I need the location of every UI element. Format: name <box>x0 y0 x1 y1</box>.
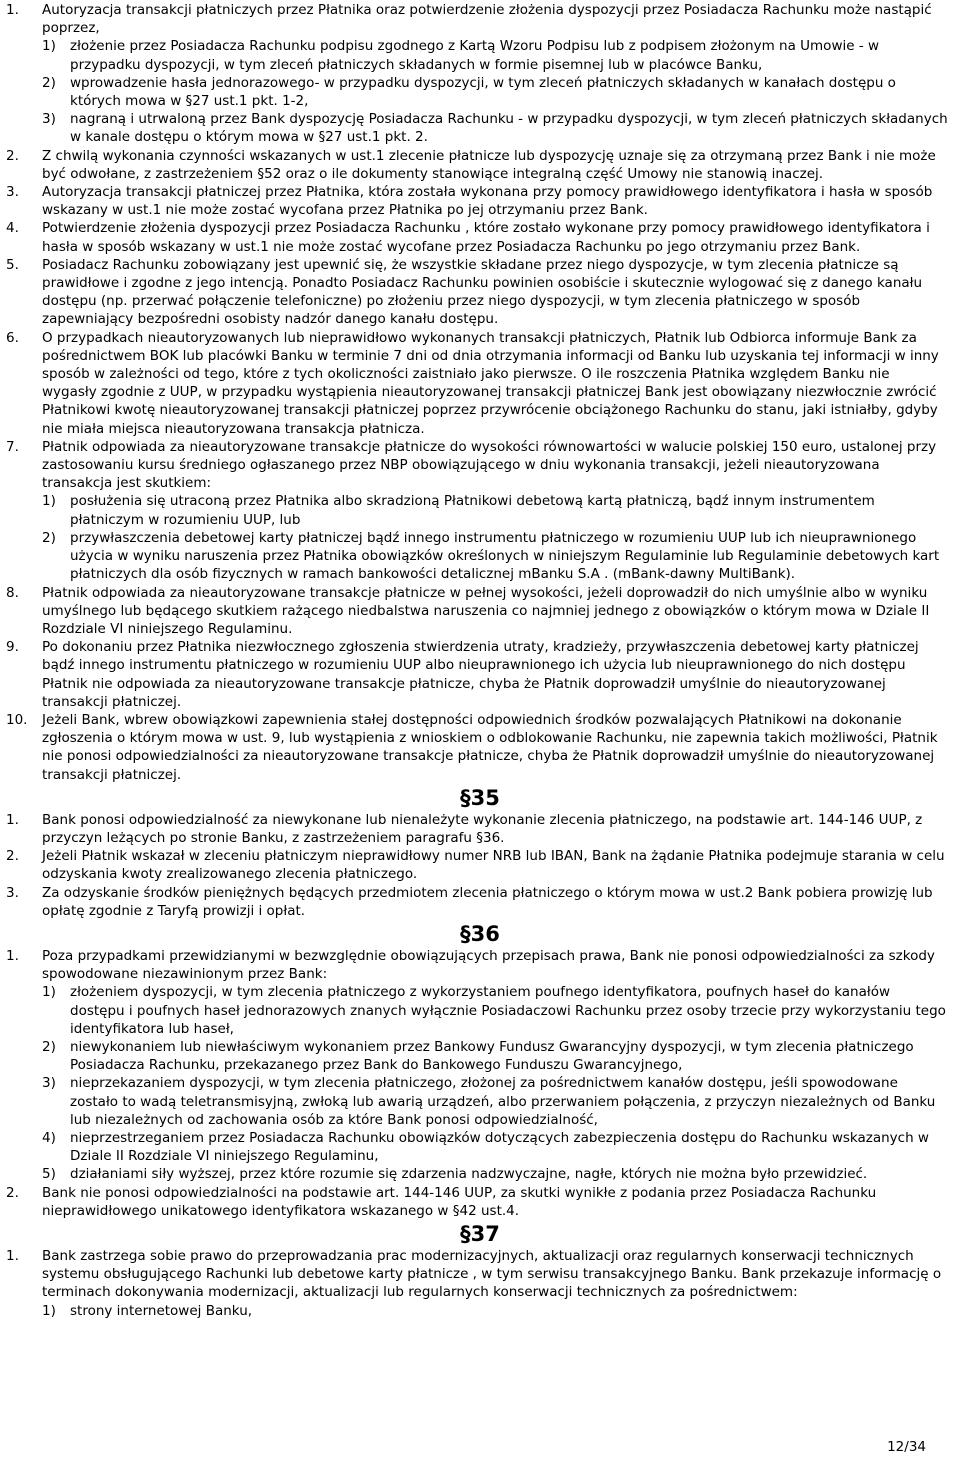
sub-point-number: 5) <box>42 1166 56 1183</box>
section-35-body <box>0 811 960 920</box>
sub-point-number: 4) <box>42 1129 56 1146</box>
paragraph-number: 7. <box>6 438 19 455</box>
paragraph-item <box>0 947 960 1184</box>
paragraph-text: Poza przypadkami przewidzianymi w bezwzględnie obowiązujących przepisach prawa, Bank nie ponosi odpowiedzialności za szkody spowodowane niezawinionym przez Bank: <box>42 947 935 983</box>
paragraph-number: 1. <box>6 811 19 828</box>
paragraph-number: 2. <box>6 147 19 164</box>
sub-point-text: strony internetowej Banku, <box>70 1302 253 1319</box>
paragraph-text: Bank ponosi odpowiedzialność za niewykonane lub nienależyte wykonanie zlecenia płatniczego, na podstawie art. 144-146 UUP, z przyczyn leżących po stronie Banku, z zastrzeżeniem paragrafu §36. <box>42 811 923 846</box>
paragraph-text: Z chwilą wykonania czynności wskazanych w ust.1 zlecenie płatnicze lub dyspozycję uznaje się za otrzymaną przez Bank i nie może być odwołane, z zastrzeżeniem §52 oraz o ile dokumenty stanowiące integralną część Umowy nie stanowią inaczej. <box>42 147 936 182</box>
section-37-body <box>0 1247 960 1320</box>
paragraph-text: Autoryzacja transakcji płatniczych przez Płatnika oraz potwierdzenie złożenia dyspozycji przez Posiadacza Rachunku może nastąpić poprzez, <box>42 2 932 37</box>
paragraph-text: Płatnik odpowiada za nieautoryzowane transakcje płatnicze w pełnej wysokości, jeżeli doprowadził do nich umyślnie albo w wyniku umyślnego lub będącego skutkiem rażącego niedbalstwa naruszenia co najmniej jednego z obowiązków o którym mowa w Dziale II Rozdziale VI niniejszego Regulaminu. <box>42 584 930 637</box>
page-number: 12/34 <box>887 1439 926 1455</box>
sub-point-number: 3) <box>42 111 56 128</box>
paragraph-item <box>0 711 960 784</box>
sub-point <box>42 1165 948 1183</box>
paragraph-number: 6. <box>6 329 19 346</box>
sub-point <box>42 1074 948 1129</box>
paragraph-item <box>0 183 960 219</box>
sub-point <box>42 1038 948 1074</box>
paragraph-text: Bank nie ponosi odpowiedzialności na podstawie art. 144-146 UUP, za skutki wynikłe z podania przez Posiadacza Rachunku nieprawidłowego unikatowego identyfikatora wskazanego w §42 ust.4. <box>42 1184 877 1219</box>
sub-point-text: przywłaszczenia debetowej karty płatniczej bądź innego instrumentu płatniczego w rozumieniu UUP lub ich nieuprawnionego użycia w wyniku naruszenia przez Płatnika obowiązków określonych w niniejszym Regulaminie lub Regulaminie debetowych kart płatniczych dla osób fizycznych w ramach bankowości detalicznej mBanku S.A . (mBank-dawny MultiBank). <box>70 529 940 583</box>
section-37-heading <box>0 1221 960 1247</box>
sub-point <box>42 1302 948 1320</box>
sub-point-text: posłużenia się utraconą przez Płatnika albo skradzioną Płatnikowi debetową kartą płatniczą, bądź innym instrumentem płatniczym w rozumieniu UUP, lub <box>70 493 875 528</box>
paragraph-item <box>0 811 960 847</box>
sub-point <box>42 110 948 146</box>
section-sign: § <box>460 921 471 946</box>
sub-point-number: 1) <box>42 984 56 1001</box>
paragraph-item <box>0 329 960 438</box>
paragraph-item <box>0 884 960 920</box>
paragraph-text: O przypadkach nieautoryzowanych lub nieprawidłowo wykonanych transakcji płatniczych, Płatnik lub Odbiorca informuje Bank za pośrednictwem BOK lub placówki Banku w terminie 7 dni od dnia otrzymania informacji od Banku lub uzyskania tej informacji w inny sposób w zależności od tego, które z tych okoliczności zaistniało jako pierwsze. O ile roszczenia Płatnika względem Banku nie wygasły zgodnie z UUP, w przypadku wystąpienia nieautoryzowanej transakcji płatniczej Bank jest obowiązany niezwłocznie zwrócić Płatnikowi kwotę nieautoryzowanej transakcji płatniczej poprzez przywrócenie obciążonego Rachunku do stanu, jaki istniałby, gdyby nie miała miejsca nieautoryzowana transakcja płatnicza. <box>42 329 939 437</box>
section-number: 37 <box>470 1222 500 1246</box>
paragraph-text: Za odzyskanie środków pieniężnych będących przedmiotem zlecenia płatniczego o którym mowa w ust.2 Bank pobiera prowizję lub opłatę zgodnie z Taryfą prowizji i opłat. <box>42 884 933 919</box>
paragraph-number: 2. <box>6 848 19 865</box>
paragraph-number: 4. <box>6 220 19 237</box>
paragraph-text: Posiadacz Rachunku zobowiązany jest upewnić się, że wszystkie składane przez niego dyspozycje, w tym zlecenia płatnicze są prawidłowe i zgodne z jego intencją. Ponadto Posiadacz Rachunku powinien osobiście i skutecznie wylogować się z danego kanału dostępu (np. przerwać połączenie telefoniczne) po złożeniu przez niego dyspozycji, w tym zlecenia płatniczego w sposób zapewniający bezpośredni osobisty nadzór danego kanału dostępu. <box>42 256 923 328</box>
paragraph-number: 1. <box>6 947 19 964</box>
paragraph-text: Jeżeli Płatnik wskazał w zleceniu płatniczym nieprawidłowy numer NRB lub IBAN, Bank na żądanie Płatnika podejmuje starania w celu odzyskania kwoty zrealizowanego zlecenia płatniczego. <box>42 848 945 883</box>
sub-point-number: 2) <box>42 74 56 91</box>
sub-point <box>42 529 948 584</box>
section-sign: § <box>460 785 471 810</box>
paragraph-number: 2. <box>6 1184 19 1201</box>
paragraph-text: Potwierdzenie złożenia dyspozycji przez Posiadacza Rachunku , które zostało wykonane przy pomocy prawidłowego identyfikatora i hasła w sposób wskazany w ust.1 nie może zostać wycofane przez Posiadacza Rachunku po jego otrzymaniu przez Bank. <box>42 220 930 255</box>
paragraph-item <box>0 219 960 255</box>
sub-point-text: niewykonaniem lub niewłaściwym wykonaniem przez Bankowy Fundusz Gwarancyjny dyspozycji, w tym zlecenia płatniczego Posiadacza Rachunku, przekazanego przez Bank do Bankowego Funduszu Gwarancyjnego, <box>70 1038 914 1074</box>
paragraph-text: Autoryzacja transakcji płatniczej przez Płatnika, która została wykonana przy pomocy prawidłowego identyfikatora i hasła w sposób wskazany w ust.1 nie może zostać wycofana przez Płatnika po jej otrzymaniu przez Bank. <box>42 184 933 219</box>
sub-point-number: 1) <box>42 38 56 55</box>
paragraph-item <box>0 438 960 584</box>
paragraph-text: Jeżeli Bank, wbrew obowiązkowi zapewnienia stałej dostępności odpowiednich środków pozwalających Płatnikowi na dokonanie zgłoszenia o którym mowa w ust. 9, lub wystąpienia z wnioskiem o odblokowanie Rachunku, nie zapewnia takich możliwości, Płatnik nie ponosi odpowiedzialności za nieautoryzowane transakcje płatnicze, chyba że Płatnik doprowadził umyślnie do nieautoryzowanej transakcji płatniczej. <box>42 711 938 783</box>
paragraph-number: 1. <box>6 1248 19 1264</box>
paragraph-item <box>0 847 960 883</box>
section-number: 36 <box>470 921 500 946</box>
sub-point-text: złożenie przez Posiadacza Rachunku podpisu zgodnego z Kartą Wzoru Podpisu lub z podpisem złożonym na Umowie - w przypadku dyspozycji, w tym zleceń płatniczych składanych w formie pisemnej lub w placówce Banku, <box>70 38 880 73</box>
paragraph-text: Bank zastrzega sobie prawo do przeprowadzania prac modernizacyjnych, aktualizacji oraz regularnych konserwacji technicznych systemu obsługującego Rachunki lub debetowe karty płatnicze , w tym serwisu transakcyjnego Banku. Bank przekazuje informację o terminach dokonywania modernizacji, aktualizacji lub regularnych konserwacji technicznych za pośrednictwem: <box>42 1248 942 1301</box>
section-36-heading <box>0 921 960 947</box>
paragraph-number: 8. <box>6 584 19 601</box>
sub-point-text: działaniami siły wyższej, przez które rozumie się zdarzenia nadzwyczajne, nagłe, których nie można było przewidzieć. <box>70 1166 868 1183</box>
sub-point-text: nieprzestrzeganiem przez Posiadacza Rachunku obowiązków dotyczących zabezpieczenia dostępu do Rachunku wskazanych w Dziale II Rozdziale VI niniejszego Regulaminu, <box>70 1129 929 1165</box>
section-number: 35 <box>470 785 500 810</box>
sub-point-number: 1) <box>42 493 56 510</box>
paragraph-item <box>0 584 960 639</box>
sub-point-text: nagraną i utrwaloną przez Bank dyspozycję Posiadacza Rachunku - w przypadku dyspozycji, w tym zleceń płatniczych składanych w kanale dostępu o którym mowa w §27 ust.1 pkt. 2. <box>70 111 948 146</box>
sub-point <box>42 983 948 1038</box>
paragraph-text: Po dokonaniu przez Płatnika niezwłocznego zgłoszenia stwierdzenia utraty, kradzieży, przywłaszczenia debetowej karty płatniczej bądź innego instrumentu płatniczego w rozumieniu UUP albo nieuprawnionego ich użycia lub nieuprawnionego do nich dostępu Płatnik nie odpowiada za nieautoryzowane transakcje płatnicze, chyba że Płatnik doprowadził umyślnie do nieautoryzowanej transakcji płatniczej. <box>42 639 919 710</box>
sub-point <box>42 492 948 528</box>
paragraph-item <box>0 1184 960 1220</box>
paragraph-item <box>0 638 960 711</box>
sub-point-number: 2) <box>42 529 56 546</box>
sub-point-text: wprowadzenie hasła jednorazowego- w przypadku dyspozycji, w tym zleceń płatniczych składanych w kanałach dostępu o których mowa w §27 ust.1 pkt. 1-2, <box>70 74 896 110</box>
section-35-heading <box>0 785 960 811</box>
sub-point-number: 2) <box>42 1038 56 1055</box>
paragraph-number: 5. <box>6 256 19 273</box>
sub-point-text: złożeniem dyspozycji, w tym zlecenia płatniczego z wykorzystaniem poufnego identyfikatora, poufnych haseł do kanałów dostępu i poufnych haseł jednorazowych znanych wyłącznie Posiadaczowi Rachunku przez osoby trzecie przy wykorzystaniu tego identyfikatora lub haseł, <box>70 984 946 1037</box>
paragraph-number: 1. <box>6 2 19 18</box>
sub-point-number: 3) <box>42 1075 56 1092</box>
sub-point-text: nieprzekazaniem dyspozycji, w tym zlecenia płatniczego, złożonej za pośrednictwem kanałów dostępu, jeśli spowodowane zostało to wadą teletransmisyjną, zwłoką lub awarią urządzeń, albo przerwaniem połączenia, z przyczyn niezależnych od Banku lub niezależnych od zachowania osób za które Bank ponosi odpowiedzialność, <box>70 1075 936 1128</box>
paragraph-number: 3. <box>6 184 19 201</box>
paragraph-text: Płatnik odpowiada za nieautoryzowane transakcje płatnicze do wysokości równowartości w walucie polskiej 150 euro, ustalonej przy zastosowaniu kursu średniego ogłaszanego przez NBP obowiązującego w dniu wykonania transakcji, jeżeli nieautoryzowana transakcja jest skutkiem: <box>42 438 937 492</box>
paragraph-number: 9. <box>6 639 19 656</box>
sub-point <box>42 37 948 73</box>
paragraph-item <box>0 147 960 183</box>
paragraph-item <box>0 256 960 329</box>
paragraph-item <box>0 1247 960 1320</box>
paragraph-item <box>0 1 960 147</box>
sub-point-number: 1) <box>42 1302 56 1319</box>
paragraph-number: 3. <box>6 884 19 901</box>
sub-point <box>42 74 948 110</box>
sub-point <box>42 1129 948 1165</box>
section-sign: § <box>460 1222 471 1246</box>
section-36-body <box>0 947 960 1220</box>
paragraph-number: 10. <box>6 711 28 728</box>
